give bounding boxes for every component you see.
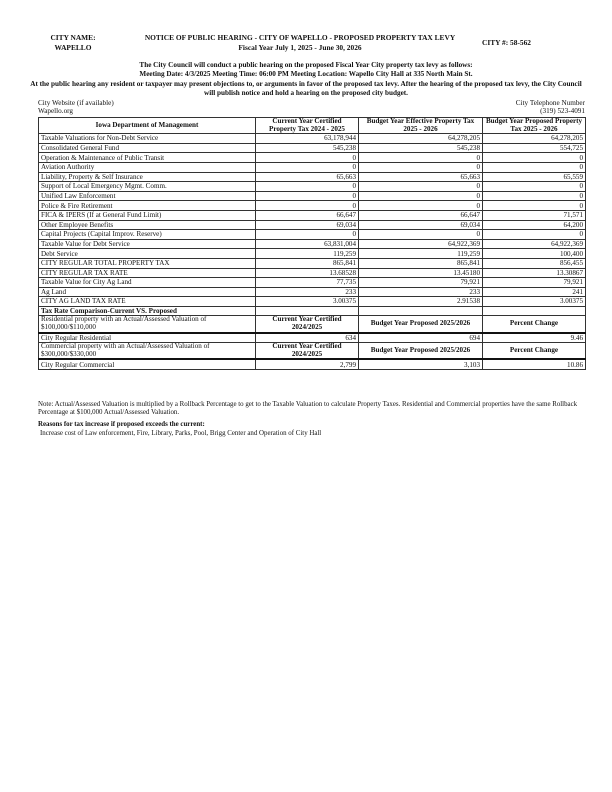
residential-description: Residential property with an Actual/Assessed Valuation of $100,000/$110,000 — [39, 316, 256, 333]
table-row — [39, 297, 586, 307]
current-value: 13.68528 — [256, 268, 359, 278]
residential-header-row — [39, 316, 586, 333]
comparison-header-current: Current Year Certified 2024/2025 — [256, 316, 359, 333]
empty-cell — [483, 306, 586, 316]
empty-cell — [256, 306, 359, 316]
commercial-percent: 10.86 — [483, 359, 586, 369]
row-label: FICA & IPERS (If at General Fund Limit) — [39, 210, 256, 220]
reasons-title: Reasons for tax increase if proposed exceeds the current: — [38, 421, 205, 428]
proposed-value: 64,200 — [483, 220, 586, 230]
commercial-label: City Regular Commercial — [39, 359, 256, 369]
current-value: 0 — [256, 230, 359, 240]
table-row — [39, 258, 586, 268]
fiscal-year: Fiscal Year July 1, 2025 - June 30, 2026 — [238, 42, 362, 52]
proposed-value: 71,571 — [483, 210, 586, 220]
commercial-description: Commercial property with an Actual/Assessed Valuation of $300,000/$330,000 — [39, 343, 256, 360]
website-value: Wapello.org — [38, 107, 74, 116]
current-value: 63,178,944 — [256, 134, 359, 144]
residential-label: City Regular Residential — [39, 333, 256, 343]
row-label: Police & Fire Retirement — [39, 201, 256, 211]
comparison-header-current: Current Year Certified 2024/2025 — [256, 343, 359, 360]
rollback-note: Note: Actual/Assessed Valuation is multiplied by a Rollback Percentage to get to the Taxable Valuation to calculate Property Taxes. Residential and Commercial properties have the same Rollback Percentage at $100,000 Actual/Assessed Valuation. — [38, 401, 578, 416]
proposed-value: 0 — [483, 182, 586, 192]
table-row — [39, 134, 586, 144]
effective-value: 0 — [359, 230, 483, 240]
table-row — [39, 153, 586, 163]
current-value: 0 — [256, 153, 359, 163]
current-value: 119,259 — [256, 249, 359, 259]
effective-value: 65,663 — [359, 172, 483, 182]
effective-value: 0 — [359, 182, 483, 192]
header-effective: Budget Year Effective Property Tax 2025 - 2026 — [359, 118, 483, 134]
effective-value: 64,278,205 — [359, 134, 483, 144]
proposed-value: 13.30867 — [483, 268, 586, 278]
hearing-intro: The City Council will conduct a public hearing on the proposed Fiscal Year City property tax levy as follows: — [139, 61, 473, 69]
notice-title-block — [110, 33, 490, 52]
website-label: City Website (if available) — [38, 99, 114, 107]
comparison-title-row — [39, 306, 586, 316]
proposed-value: 0 — [483, 191, 586, 201]
effective-value: 0 — [359, 162, 483, 172]
current-value: 0 — [256, 201, 359, 211]
residential-proposed: 694 — [359, 333, 483, 343]
phone-label: City Telephone Number — [515, 99, 585, 107]
effective-value: 13.45180 — [359, 268, 483, 278]
proposed-value: 65,559 — [483, 172, 586, 182]
phone-value: (319) 523-4091 — [540, 107, 585, 116]
current-value: 0 — [256, 191, 359, 201]
current-value: 77,735 — [256, 278, 359, 288]
table-row — [39, 249, 586, 259]
notice-header — [0, 33, 612, 55]
proposed-value: 856,455 — [483, 258, 586, 268]
table-row — [39, 287, 586, 297]
table-row — [39, 210, 586, 220]
phone-block — [516, 99, 585, 116]
row-label: Ag Land — [39, 287, 256, 297]
current-value: 3.00375 — [256, 297, 359, 307]
effective-value: 119,259 — [359, 249, 483, 259]
effective-value: 0 — [359, 191, 483, 201]
commercial-current: 2,799 — [256, 359, 359, 369]
row-label: Capital Projects (Capital Improv. Reserve) — [39, 230, 256, 240]
website-block — [38, 99, 114, 116]
row-label: CITY AG LAND TAX RATE — [39, 297, 256, 307]
effective-value: 0 — [359, 153, 483, 163]
table-row — [39, 230, 586, 240]
table-row — [39, 239, 586, 249]
row-label: Liability, Property & Self Insurance — [39, 172, 256, 182]
table-row — [39, 172, 586, 182]
current-value: 63,831,004 — [256, 239, 359, 249]
comparison-title: Tax Rate Comparison-Current VS. Proposed — [39, 306, 256, 316]
residential-current: 634 — [256, 333, 359, 343]
proposed-value: 0 — [483, 201, 586, 211]
proposed-value: 100,400 — [483, 249, 586, 259]
proposed-value: 0 — [483, 153, 586, 163]
proposed-value: 79,921 — [483, 278, 586, 288]
row-label: Support of Local Emergency Mgmt. Comm. — [39, 182, 256, 192]
proposed-value: 241 — [483, 287, 586, 297]
effective-value: 66,647 — [359, 210, 483, 220]
city-name-block — [42, 33, 104, 52]
proposed-value: 64,922,369 — [483, 239, 586, 249]
current-value: 0 — [256, 182, 359, 192]
current-value: 865,841 — [256, 258, 359, 268]
row-label: Consolidated General Fund — [39, 143, 256, 153]
notice-title: NOTICE OF PUBLIC HEARING - CITY OF WAPELLO - PROPOSED PROPERTY TAX LEVY — [144, 33, 456, 42]
comparison-header-proposed: Budget Year Proposed 2025/2026 — [359, 343, 483, 360]
proposed-value: 0 — [483, 230, 586, 240]
proposed-value: 3.00375 — [483, 297, 586, 307]
row-label: Taxable Value for City Ag Land — [39, 278, 256, 288]
effective-value: 545,238 — [359, 143, 483, 153]
current-value: 65,663 — [256, 172, 359, 182]
row-label: Unified Law Enforcement — [39, 191, 256, 201]
commercial-header-row — [39, 343, 586, 360]
commercial-proposed: 3,103 — [359, 359, 483, 369]
row-label: Aviation Authority — [39, 162, 256, 172]
table-row — [39, 162, 586, 172]
header-current: Current Year Certified Property Tax 2024 - 2025 — [256, 118, 359, 134]
row-label: Debt Service — [39, 249, 256, 259]
empty-cell — [359, 306, 483, 316]
city-name-label: CITY NAME: — [50, 33, 96, 42]
row-label: CITY REGULAR TAX RATE — [39, 268, 256, 278]
current-value: 0 — [256, 162, 359, 172]
table-row — [39, 268, 586, 278]
table-row — [39, 143, 586, 153]
comparison-header-percent: Percent Change — [483, 316, 586, 333]
row-label: Operation & Maintenance of Public Transit — [39, 153, 256, 163]
current-value: 233 — [256, 287, 359, 297]
meeting-details: Meeting Date: 4/3/2025 Meeting Time: 06:00 PM Meeting Location: Wapello City Hall at 335 North Main St. — [139, 70, 473, 78]
row-label: Taxable Valuations for Non-Debt Service — [39, 134, 256, 144]
proposed-value: 0 — [483, 162, 586, 172]
effective-value: 233 — [359, 287, 483, 297]
residential-row — [39, 333, 586, 343]
effective-value: 0 — [359, 201, 483, 211]
comparison-header-percent: Percent Change — [483, 343, 586, 360]
current-value: 545,238 — [256, 143, 359, 153]
proposed-value: 554,725 — [483, 143, 586, 153]
row-label: CITY REGULAR TOTAL PROPERTY TAX — [39, 258, 256, 268]
city-name: WAPELLO — [54, 42, 92, 52]
table-row — [39, 191, 586, 201]
residential-percent: 9.46 — [483, 333, 586, 343]
current-value: 69,034 — [256, 220, 359, 230]
comparison-header-proposed: Budget Year Proposed 2025/2026 — [359, 316, 483, 333]
effective-value: 2.91538 — [359, 297, 483, 307]
table-row — [39, 220, 586, 230]
header-department: Iowa Department of Management — [39, 118, 256, 134]
city-number: CITY #: 58-562 — [482, 38, 531, 47]
effective-value: 865,841 — [359, 258, 483, 268]
hearing-objections-text: At the public hearing any resident or taxpayer may present objections to, or arguments in favor of the proposed tax levy. After the hearing of the proposed tax levy, the City Council will publish notice and hold a hearing on the proposed city budget. — [30, 80, 582, 97]
table-row — [39, 182, 586, 192]
table-row — [39, 278, 586, 288]
current-value: 66,647 — [256, 210, 359, 220]
header-proposed: Budget Year Proposed Property Tax 2025 - 2026 — [483, 118, 586, 134]
table-row — [39, 201, 586, 211]
property-tax-table — [38, 117, 586, 370]
table-header-row — [39, 118, 586, 134]
proposed-value: 64,278,205 — [483, 134, 586, 144]
effective-value: 64,922,369 — [359, 239, 483, 249]
commercial-row — [39, 359, 586, 369]
row-label: Taxable Value for Debt Service — [39, 239, 256, 249]
effective-value: 79,921 — [359, 278, 483, 288]
row-label: Other Employee Benefits — [39, 220, 256, 230]
effective-value: 69,034 — [359, 220, 483, 230]
reasons-text: Increase cost of Law enforcement, Fire, Library, Parks, Pool, Brigg Center and Operation of City Hall — [40, 430, 322, 437]
